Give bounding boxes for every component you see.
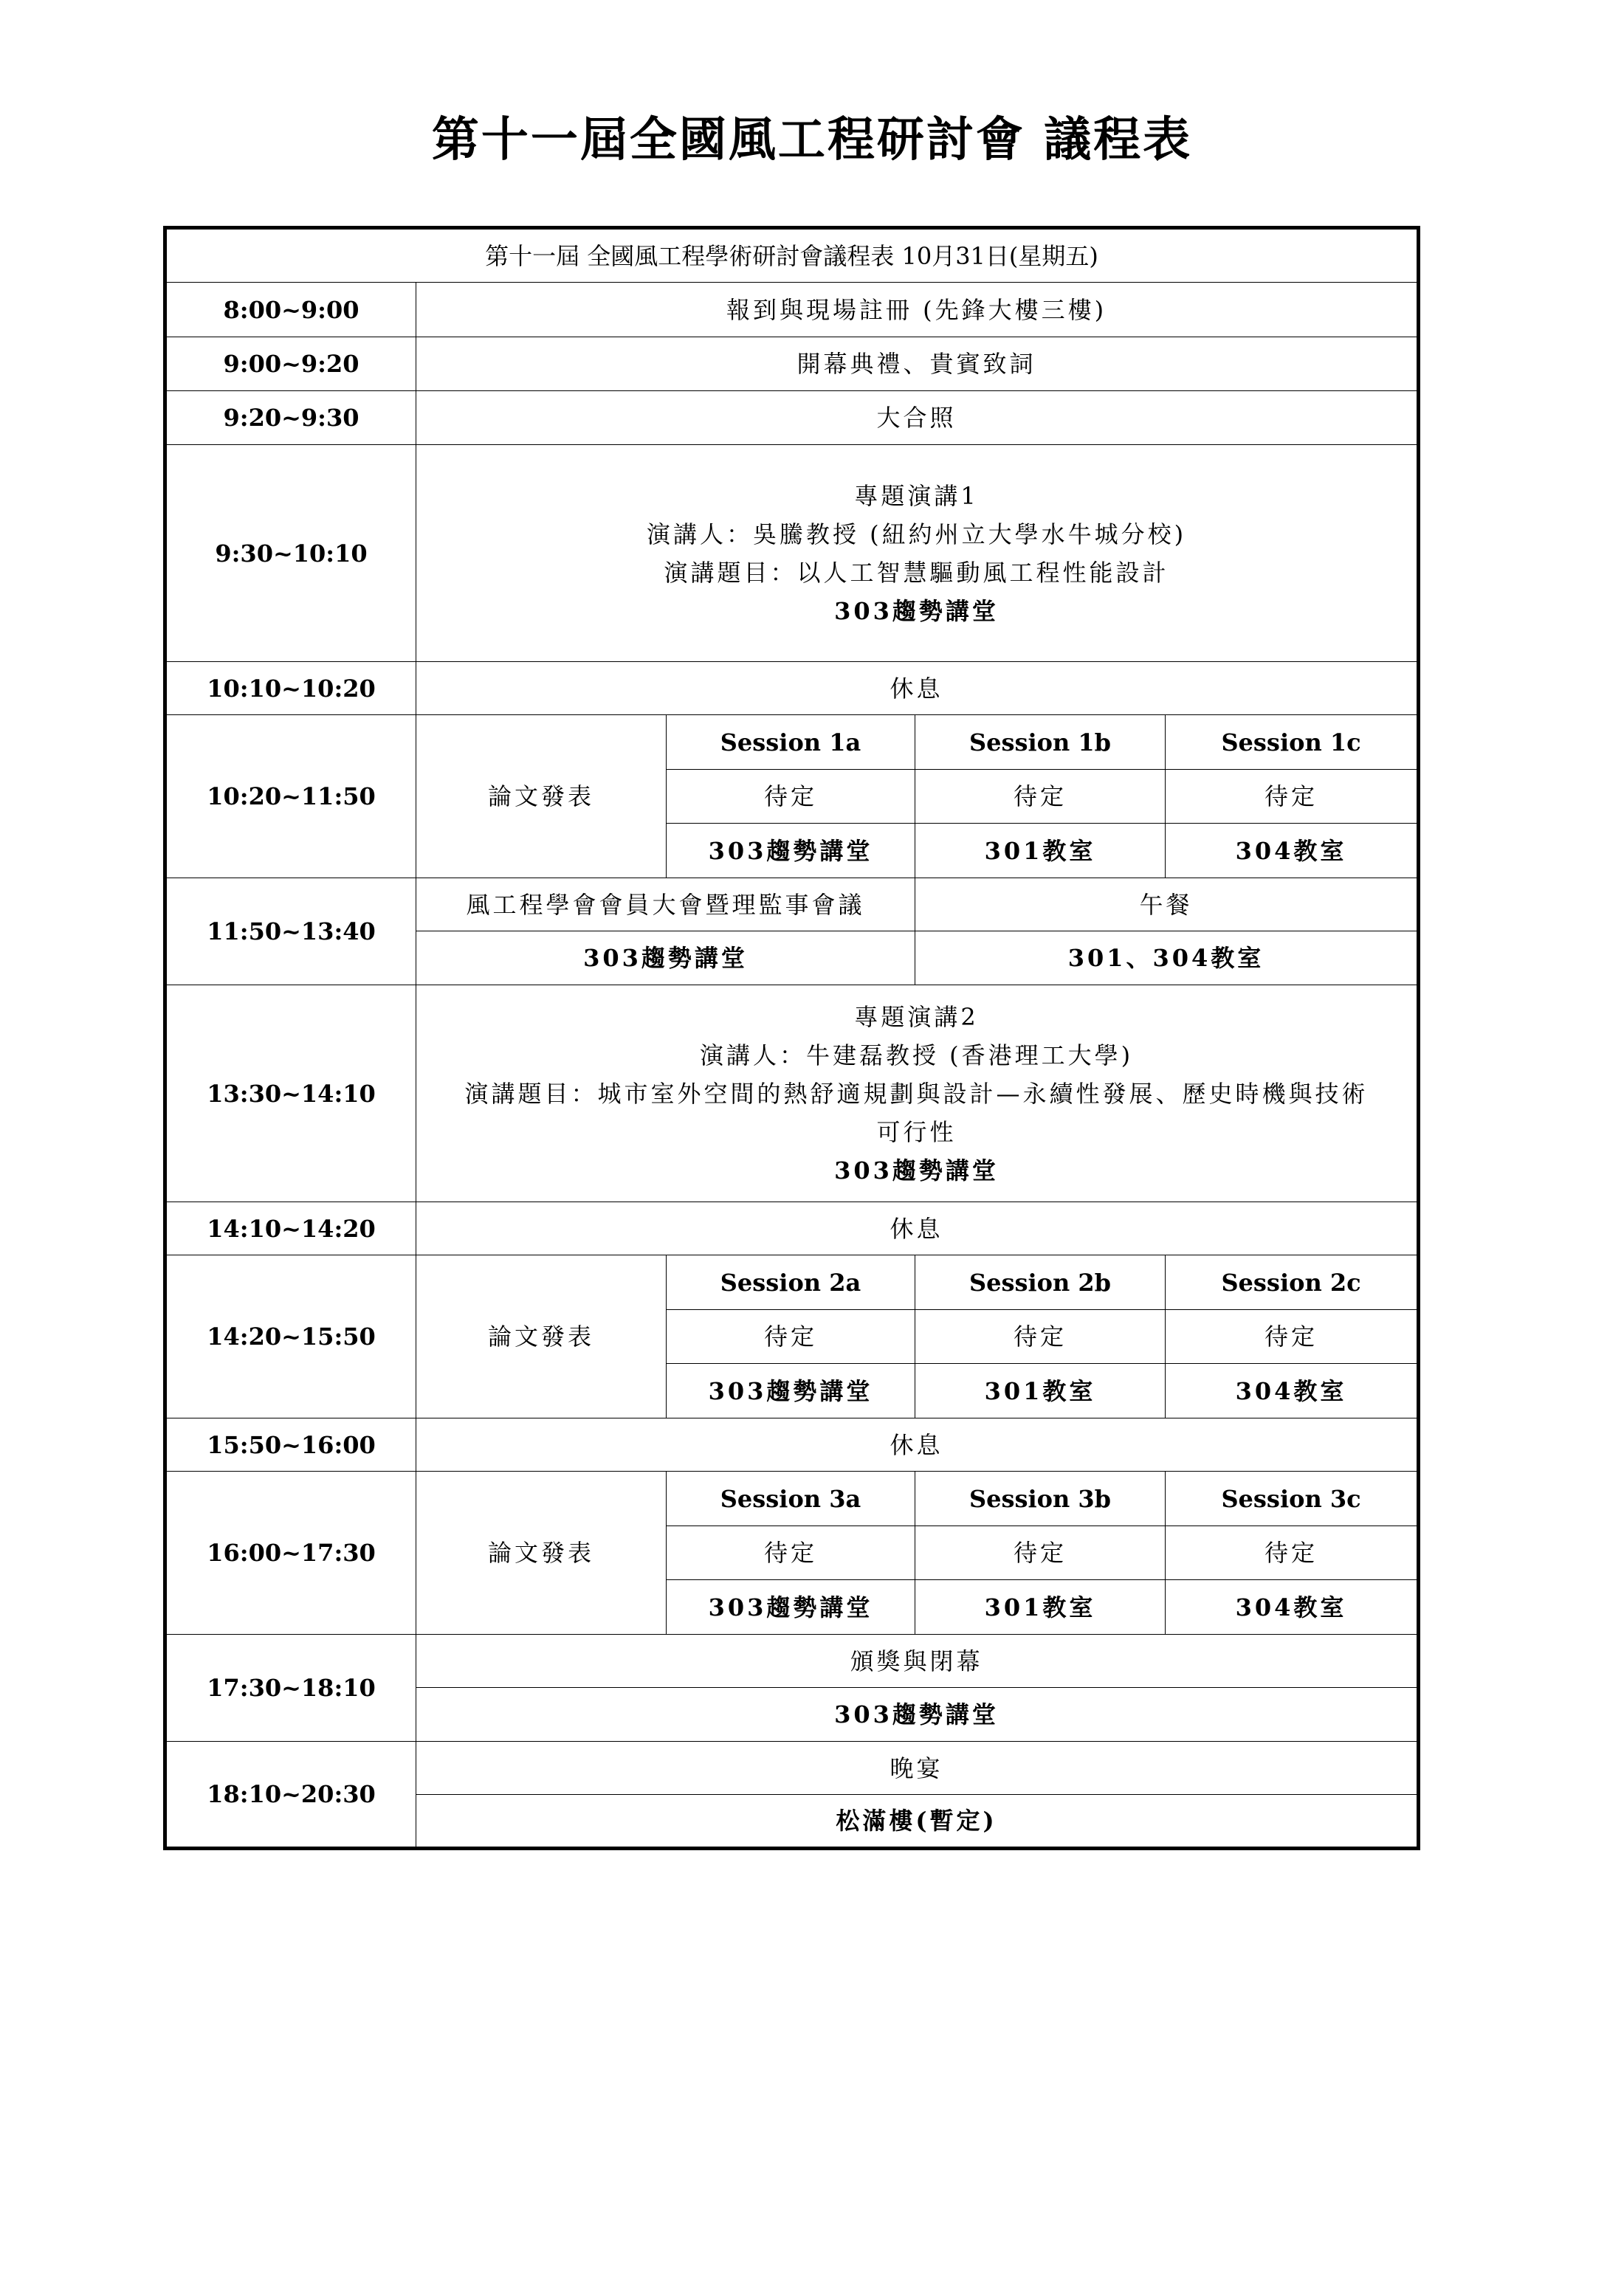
time-cell: 14:20~15:50 [165, 1255, 416, 1418]
event-cell: 報到與現場註冊 (先鋒大樓三樓) [416, 283, 1419, 337]
time-cell: 8:00~9:00 [165, 283, 416, 337]
session-name: Session 1b [915, 715, 1166, 770]
session-name: Session 1c [1166, 715, 1419, 770]
agenda-row-banquet [165, 1742, 1419, 1795]
time-cell: 14:10~14:20 [165, 1202, 416, 1255]
session-name: Session 1a [667, 715, 915, 770]
agenda-row-photo [165, 391, 1419, 445]
keynote-topic-continued: 可行性 [876, 1117, 957, 1146]
time-cell: 11:50~13:40 [165, 878, 416, 985]
agenda-row-break-1 [165, 662, 1419, 715]
papers-label: 論文發表 [416, 715, 667, 878]
keynote-cell [416, 445, 1419, 662]
session-name: Session 2a [667, 1255, 915, 1310]
session-room: 304教室 [1166, 824, 1419, 878]
keynote-room: 303趨勢講堂 [834, 1156, 999, 1185]
time-cell: 9:00~9:20 [165, 337, 416, 391]
session-name: Session 2c [1166, 1255, 1419, 1310]
session-status: 待定 [1166, 1310, 1419, 1364]
keynote-speaker: 演講人：牛建磊教授 (香港理工大學) [699, 1041, 1134, 1069]
agenda-row-break-2 [165, 1202, 1419, 1255]
keynote-speaker: 演講人：吳騰教授 (紐約州立大學水牛城分校) [646, 520, 1187, 548]
agenda-row-keynote-1 [165, 445, 1419, 662]
papers-label: 論文發表 [416, 1255, 667, 1418]
session-status: 待定 [915, 1310, 1166, 1364]
session-status: 待定 [667, 1526, 915, 1580]
time-cell: 13:30~14:10 [165, 985, 416, 1202]
event-cell: 頒獎與閉幕 [416, 1635, 1419, 1688]
time-cell: 10:10~10:20 [165, 662, 416, 715]
session-name: Session 3a [667, 1472, 915, 1526]
event-cell: 休息 [416, 662, 1419, 715]
session-status: 待定 [667, 770, 915, 824]
event-cell: 大合照 [416, 391, 1419, 445]
agenda-row-closing [165, 1635, 1419, 1688]
session-room: 301教室 [915, 824, 1166, 878]
session-room: 301教室 [915, 1364, 1166, 1418]
agenda-row-opening [165, 337, 1419, 391]
time-cell: 9:30~10:10 [165, 445, 416, 662]
session-room: 301教室 [915, 1580, 1166, 1635]
agenda-row-papers-2 [165, 1255, 1419, 1310]
time-cell: 9:20~9:30 [165, 391, 416, 445]
session-status: 待定 [1166, 1526, 1419, 1580]
session-room: 304教室 [1166, 1580, 1419, 1635]
keynote-title: 專題演講2 [854, 1002, 979, 1031]
time-cell: 16:00~17:30 [165, 1472, 416, 1635]
event-cell: 開幕典禮、貴賓致詞 [416, 337, 1419, 391]
event-cell: 休息 [416, 1202, 1419, 1255]
session-room: 303趨勢講堂 [667, 824, 915, 878]
session-status: 待定 [667, 1310, 915, 1364]
time-cell: 15:50~16:00 [165, 1418, 416, 1472]
session-name: Session 3b [915, 1472, 1166, 1526]
agenda-row-papers-3 [165, 1472, 1419, 1526]
session-room: 303趨勢講堂 [667, 1364, 915, 1418]
agenda-row-noon [165, 878, 1419, 931]
session-name: Session 3c [1166, 1472, 1419, 1526]
event-room: 303趨勢講堂 [416, 1688, 1419, 1742]
event-cell: 晚宴 [416, 1742, 1419, 1795]
agenda-table [163, 226, 1420, 1850]
session-room: 303趨勢講堂 [667, 1580, 915, 1635]
session-status: 待定 [915, 1526, 1166, 1580]
agenda-row-papers-1 [165, 715, 1419, 770]
table-header: 第十一屆 全國風工程學術研討會議程表 10月31日(星期五) [165, 228, 1419, 283]
event-room: 松滿樓(暫定) [416, 1795, 1419, 1849]
lunch-cell: 午餐 [915, 878, 1419, 931]
agenda-row-keynote-2 [165, 985, 1419, 1202]
session-status: 待定 [1166, 770, 1419, 824]
session-status: 待定 [915, 770, 1166, 824]
event-cell: 休息 [416, 1418, 1419, 1472]
page-title: 第十一屆全國風工程研討會 議程表 [431, 112, 1193, 168]
time-cell: 17:30~18:10 [165, 1635, 416, 1742]
keynote-topic: 演講題目：城市室外空間的熱舒適規劃與設計—永續性發展、歷史時機與技術 [464, 1079, 1369, 1108]
keynote-room: 303趨勢講堂 [834, 596, 999, 625]
lunch-room: 301、304教室 [915, 931, 1419, 985]
session-room: 304教室 [1166, 1364, 1419, 1418]
time-cell: 18:10~20:30 [165, 1742, 416, 1849]
agenda-row-break-3 [165, 1418, 1419, 1472]
meeting-room: 303趨勢講堂 [416, 931, 915, 985]
keynote-cell [416, 985, 1419, 1202]
time-cell: 10:20~11:50 [165, 715, 416, 878]
keynote-topic: 演講題目：以人工智慧驅動風工程性能設計 [664, 558, 1169, 587]
meeting-cell: 風工程學會會員大會暨理監事會議 [416, 878, 915, 931]
keynote-title: 專題演講1 [854, 481, 979, 510]
agenda-row-checkin [165, 283, 1419, 337]
session-name: Session 2b [915, 1255, 1166, 1310]
papers-label: 論文發表 [416, 1472, 667, 1635]
table-header-row [165, 228, 1419, 283]
